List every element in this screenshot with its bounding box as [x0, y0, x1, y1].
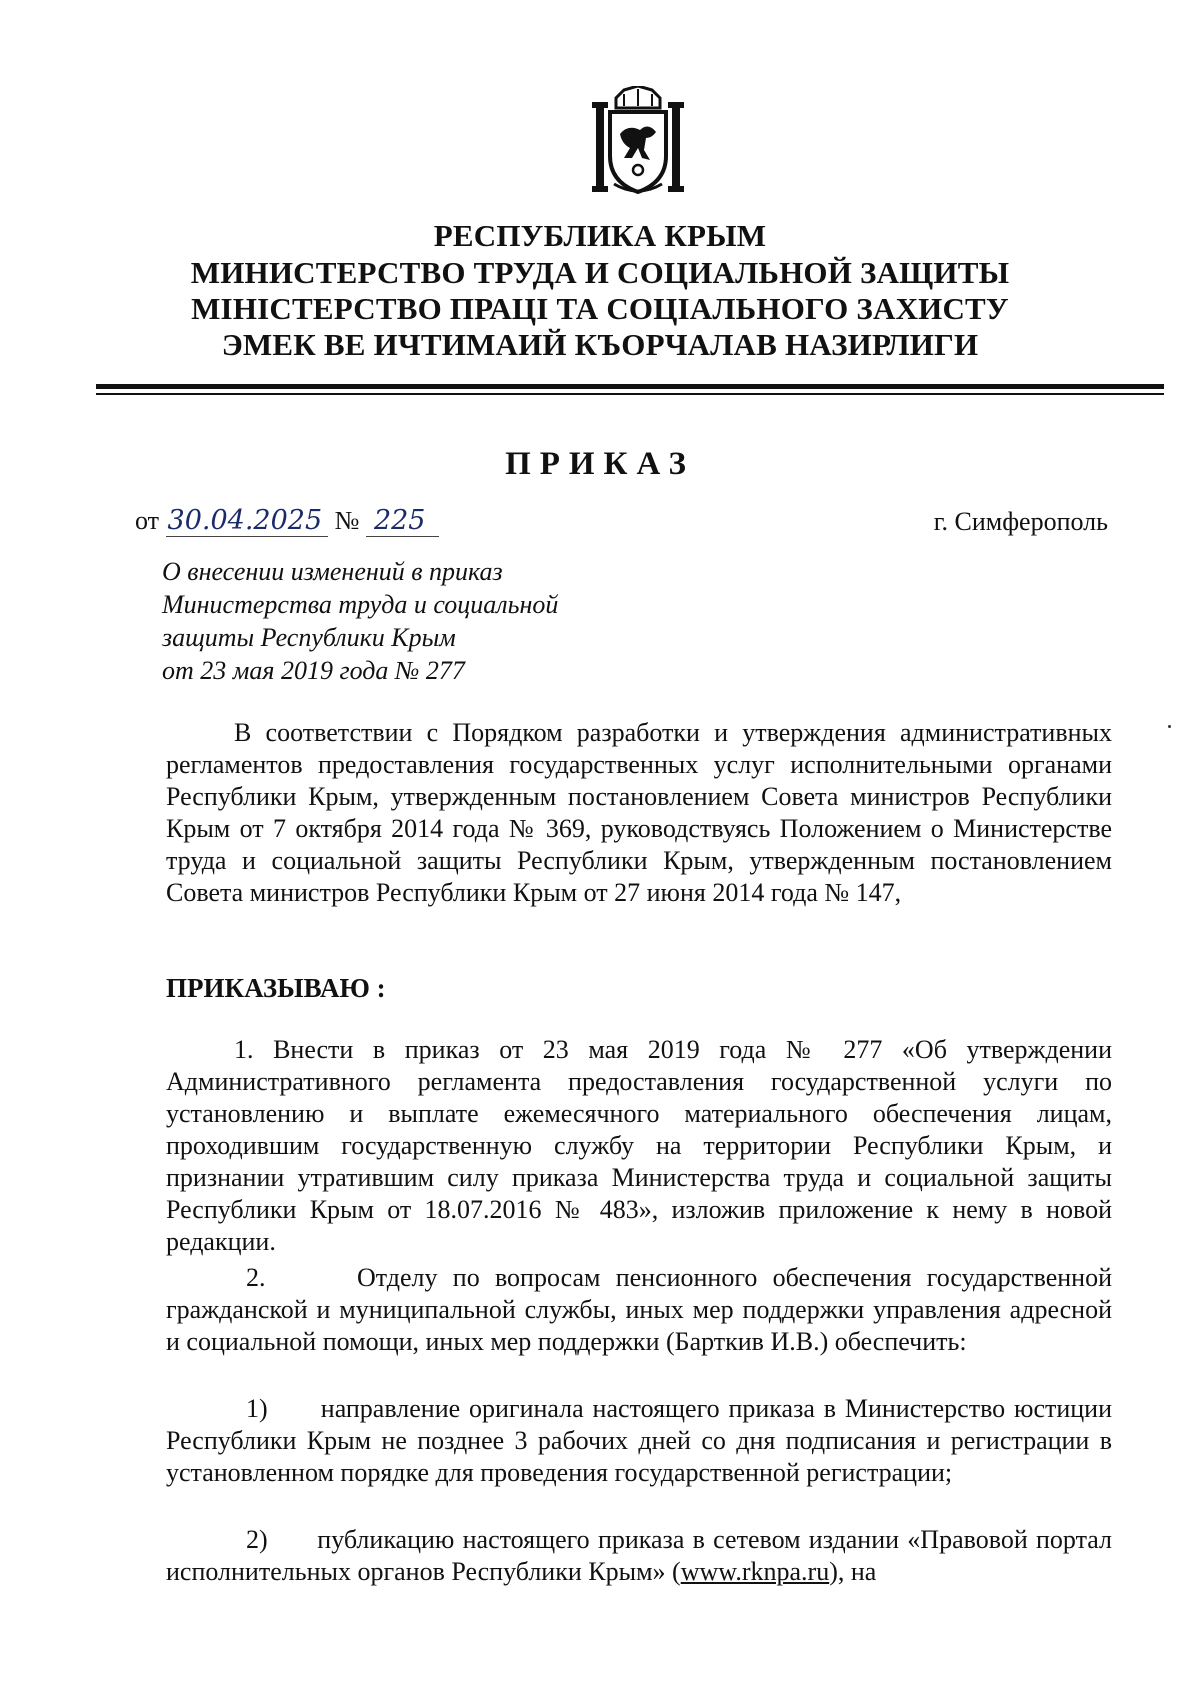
subject-line: от 23 мая 2019 года № 277	[162, 656, 465, 685]
subject-line: защиты Республики Крым	[162, 623, 456, 652]
subject-line: Министерства труда и социальной	[162, 590, 559, 619]
item-2-2-text-end: ), на	[829, 1557, 877, 1586]
item-2-1-paragraph: 1) направление оригинала настоящего приказа в Министерство юстиции Республики Крым не позднее 3 рабочих дней со дня подписания и регистрации в установленном порядке для проведения государственной регистрации;	[166, 1394, 1119, 1487]
header-divider-thin	[96, 393, 1164, 395]
order-heading: ПРИКАЗЫВАЮ :	[166, 973, 386, 1003]
order-number: 225	[366, 505, 440, 537]
crimea-coat-of-arms-icon	[588, 86, 688, 196]
order-date: 30.04.2025	[166, 505, 329, 537]
ministry-name-ru: МИНИСТЕРСТВО ТРУДА И СОЦИАЛЬНОЙ ЗАЩИТЫ	[190, 255, 1010, 290]
item-2-2-paragraph	[166, 1524, 1119, 1588]
item-2-paragraph: 2. Отделу по вопросам пенсионного обеспечения государственной гражданской и муниципальной службы, иных мер поддержки управления адресной и социальной помощи, иных мер поддержки (Барткив И.В.) обеспечить:	[166, 1263, 1119, 1356]
document-title: ПРИКАЗ	[505, 446, 695, 482]
header-divider-thick	[96, 384, 1164, 389]
ministry-name-uk: МІНІСТЕРСТВО ПРАЦІ ТА СОЦІАЛЬНОГО ЗАХИСТУ	[191, 291, 1009, 326]
republic-name: РЕСПУБЛИКА КРЫМ	[433, 218, 767, 253]
preamble-paragraph: В соответствии с Порядком разработки и утверждения административных регламентов предоставления государственных услуг исполнительными органами Республики Крым, утвержденным постановлением Совета министров Республики Крым от 7 октября 2014 года № 369, руководствуясь Положением о Министерстве труда и социальной защиты Республики Крым, утвержденным постановлением Совета министров Республики Крым от 27 июня 2014 года № 147,	[166, 718, 1112, 907]
order-subject	[162, 555, 558, 687]
number-label: №	[334, 506, 360, 535]
rknpa-link[interactable]: www.rknpa.ru	[680, 1557, 830, 1586]
scan-speck	[1168, 725, 1171, 728]
item-2-2-text: 2) публикацию настоящего приказа в сетевом издании «Правовой портал исполнительных органов Республики Крым» (	[166, 1525, 1119, 1586]
item-1-paragraph: 1. Внести в приказ от 23 мая 2019 года № 277 «Об утверждении Административного регламента предоставления государственной услуги по установлению и выплате ежемесячного материального обеспечения лицам, проходившим государственную службу на территории Республики Крым, и признании утратившим силу приказа Министерства труда и социальной защиты Республики Крым от 18.07.2016 № 483», изложив приложение к нему в новой редакции.	[166, 1035, 1112, 1256]
from-label: от	[135, 506, 160, 535]
city-label: г. Симферополь	[933, 507, 1108, 536]
ministry-name-crh: ЭМЕК ВЕ ИЧТИМАИЙ КЪОРЧАЛАВ НАЗИРЛИГИ	[221, 327, 979, 362]
subject-line: О внесении изменений в приказ	[162, 557, 503, 586]
order-date-number-line	[135, 505, 439, 536]
